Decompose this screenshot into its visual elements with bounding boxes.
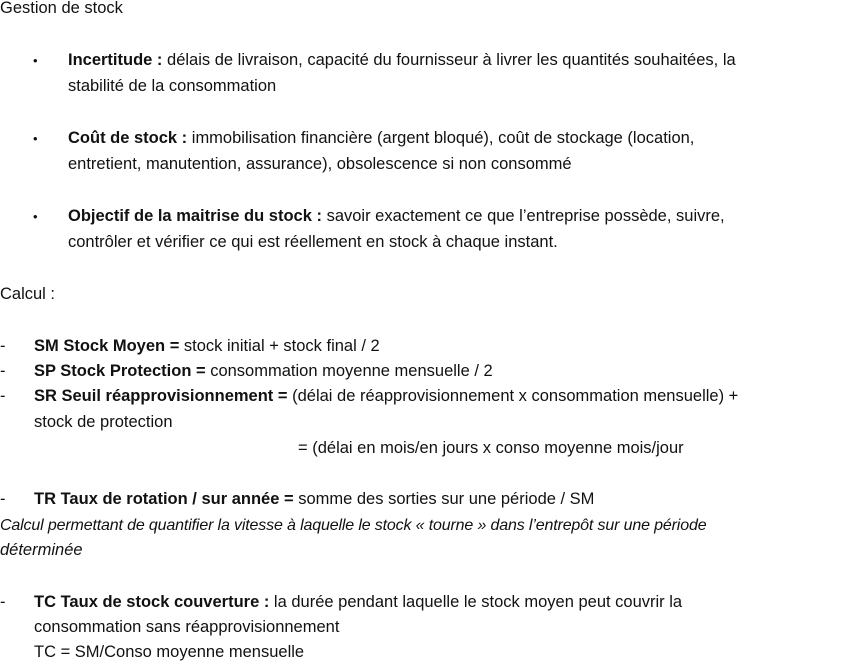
bullet-term: Incertitude : bbox=[68, 51, 163, 69]
bullet-text: délais de livraison, capacité du fournisseur à livrer les quantités souhaitées, la bbox=[162, 51, 736, 69]
dash-marker: - bbox=[0, 362, 6, 380]
formula-text-alternative: = (délai en mois/en jours x conso moyenne mois/jour bbox=[298, 439, 684, 457]
bullet-marker: • bbox=[33, 53, 38, 68]
document-title: Gestion de stock bbox=[0, 0, 123, 17]
formula-text-continued: stock de protection bbox=[34, 413, 173, 431]
formula-term: SP Stock Protection = bbox=[34, 362, 206, 380]
dash-marker: - bbox=[0, 387, 6, 405]
bullet-term: Coût de stock : bbox=[68, 129, 188, 147]
bullet-text-continued: contrôler et vérifier ce qui est réellement en stock à chaque instant. bbox=[68, 233, 558, 251]
formula-term: TR Taux de rotation / sur année = bbox=[34, 490, 294, 508]
dash-marker: - bbox=[0, 593, 6, 611]
formula-term: TC Taux de stock couverture : bbox=[34, 593, 270, 611]
formula-text: somme des sorties sur une période / SM bbox=[293, 490, 595, 508]
formula-text: la durée pendant laquelle le stock moyen peut couvrir la bbox=[269, 593, 683, 611]
bullet-text: savoir exactement ce que l’entreprise possède, suivre, bbox=[322, 207, 725, 225]
formula-term: SR Seuil réapprovisionnement = bbox=[34, 387, 288, 405]
bullet-marker: • bbox=[33, 209, 38, 224]
formula-text: stock initial + stock final / 2 bbox=[179, 337, 380, 355]
bullet-text-continued: entretient, manutention, assurance), obsolescence si non consommé bbox=[68, 155, 572, 173]
calcul-heading: Calcul : bbox=[0, 285, 56, 303]
formula-term: SM Stock Moyen = bbox=[34, 337, 180, 355]
dash-marker: - bbox=[0, 490, 6, 508]
bullet-text-continued: stabilité de la consommation bbox=[68, 77, 277, 95]
formula-text: (délai de réapprovisionnement x consommation mensuelle) + bbox=[287, 387, 739, 405]
bullet-term: Objectif de la maitrise du stock : bbox=[68, 207, 322, 225]
bullet-text: immobilisation financière (argent bloqué), coût de stockage (location, bbox=[187, 129, 695, 147]
formula-note-continued: déterminée bbox=[0, 541, 83, 559]
bullet-marker: • bbox=[33, 131, 38, 146]
formula-text-continued: consommation sans réapprovisionnement bbox=[34, 618, 340, 636]
formula-note: Calcul permettant de quantifier la vitesse à laquelle le stock « tourne » dans l’entrepôt sur une période bbox=[0, 517, 707, 534]
dash-marker: - bbox=[0, 337, 6, 355]
formula-equation: TC = SM/Conso moyenne mensuelle bbox=[34, 643, 305, 661]
formula-text: consommation moyenne mensuelle / 2 bbox=[205, 362, 493, 380]
